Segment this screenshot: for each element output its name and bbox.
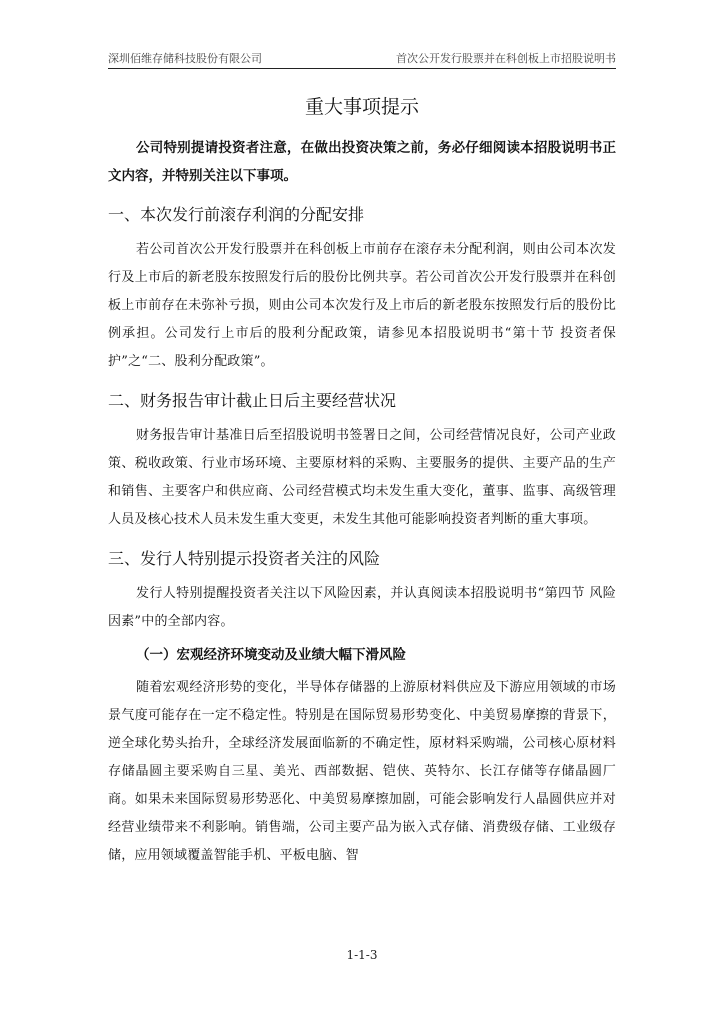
section-3-heading: 三、发行人特别提示投资者关注的风险 [108,549,381,568]
header-document-title: 首次公开发行股票并在科创板上市招股说明书 [396,52,616,65]
subsection-1-paragraph: 随着宏观经济形势的变化，半导体存储器的上游原材料供应及下游应用领域的市场景气度可能存在一定不稳定性。特别是在国际贸易形势变化、中美贸易摩擦的背景下，逆全球化势头抬升，全球经济发展面临新的不确定性，原材料采购端，公司核心原材料存储晶圆主要采购自三星、美光、西部数据、铠侠、英特尔、长江存储等存储晶圆厂商。如果未来国际贸易形势恶化、中美贸易摩擦加剧，可能会影响发行人晶圆供应并对经营业绩带来不利影响。销售端，公司主要产品为嵌入式存储、消费级存储、工业级存储，应用领域覆盖智能手机、平板电脑、智 [108,680,616,863]
section-3-paragraph: 发行人特别提醒投资者关注以下风险因素，并认真阅读本招股说明书“第四节 风险因素”中的全部内容。 [108,586,616,629]
page-title: 重大事项提示 [304,96,419,118]
page-header [108,48,616,69]
subsection-1-heading: （一）宏观经济环境变动及业绩大幅下滑风险 [136,647,406,663]
page-number: 1-1-3 [346,948,378,962]
section-2-paragraph: 财务报告审计基准日后至招股说明书签署日之间，公司经营情况良好，公司产业政策、税收政策、行业市场环境、主要原材料的采购、主要服务的提供、主要产品的生产和销售、主要客户和供应商、公司经营模式均未发生重大变化，董事、监事、高级管理人员及核心技术人员未发生重大变更，未发生其他可能影响投资者判断的重大事项。 [108,428,616,527]
section-2-heading: 二、财务报告审计截止日后主要经营状况 [108,391,397,410]
section-1-paragraph: 若公司首次公开发行股票并在科创板上市前存在滚存未分配利润，则由公司本次发行及上市后的新老股东按照发行后的股份比例共享。若公司首次公开发行股票并在科创板上市前存在未弥补亏损，则由公司本次发行及上市后的新老股东按照发行后的股份比例承担。公司发行上市后的股利分配政策，请参见本招股说明书“第十节 投资者保护”之“二、股利分配政策”。 [108,242,616,369]
section-1-heading: 一、本次发行前滚存利润的分配安排 [108,205,365,224]
header-company-name: 深圳佰维存储科技股份有限公司 [108,52,262,65]
intro-paragraph: 公司特别提请投资者注意，在做出投资决策之前，务必仔细阅读本招股说明书正文内容，并特别关注以下事项。 [108,140,616,184]
page-body [108,92,616,870]
